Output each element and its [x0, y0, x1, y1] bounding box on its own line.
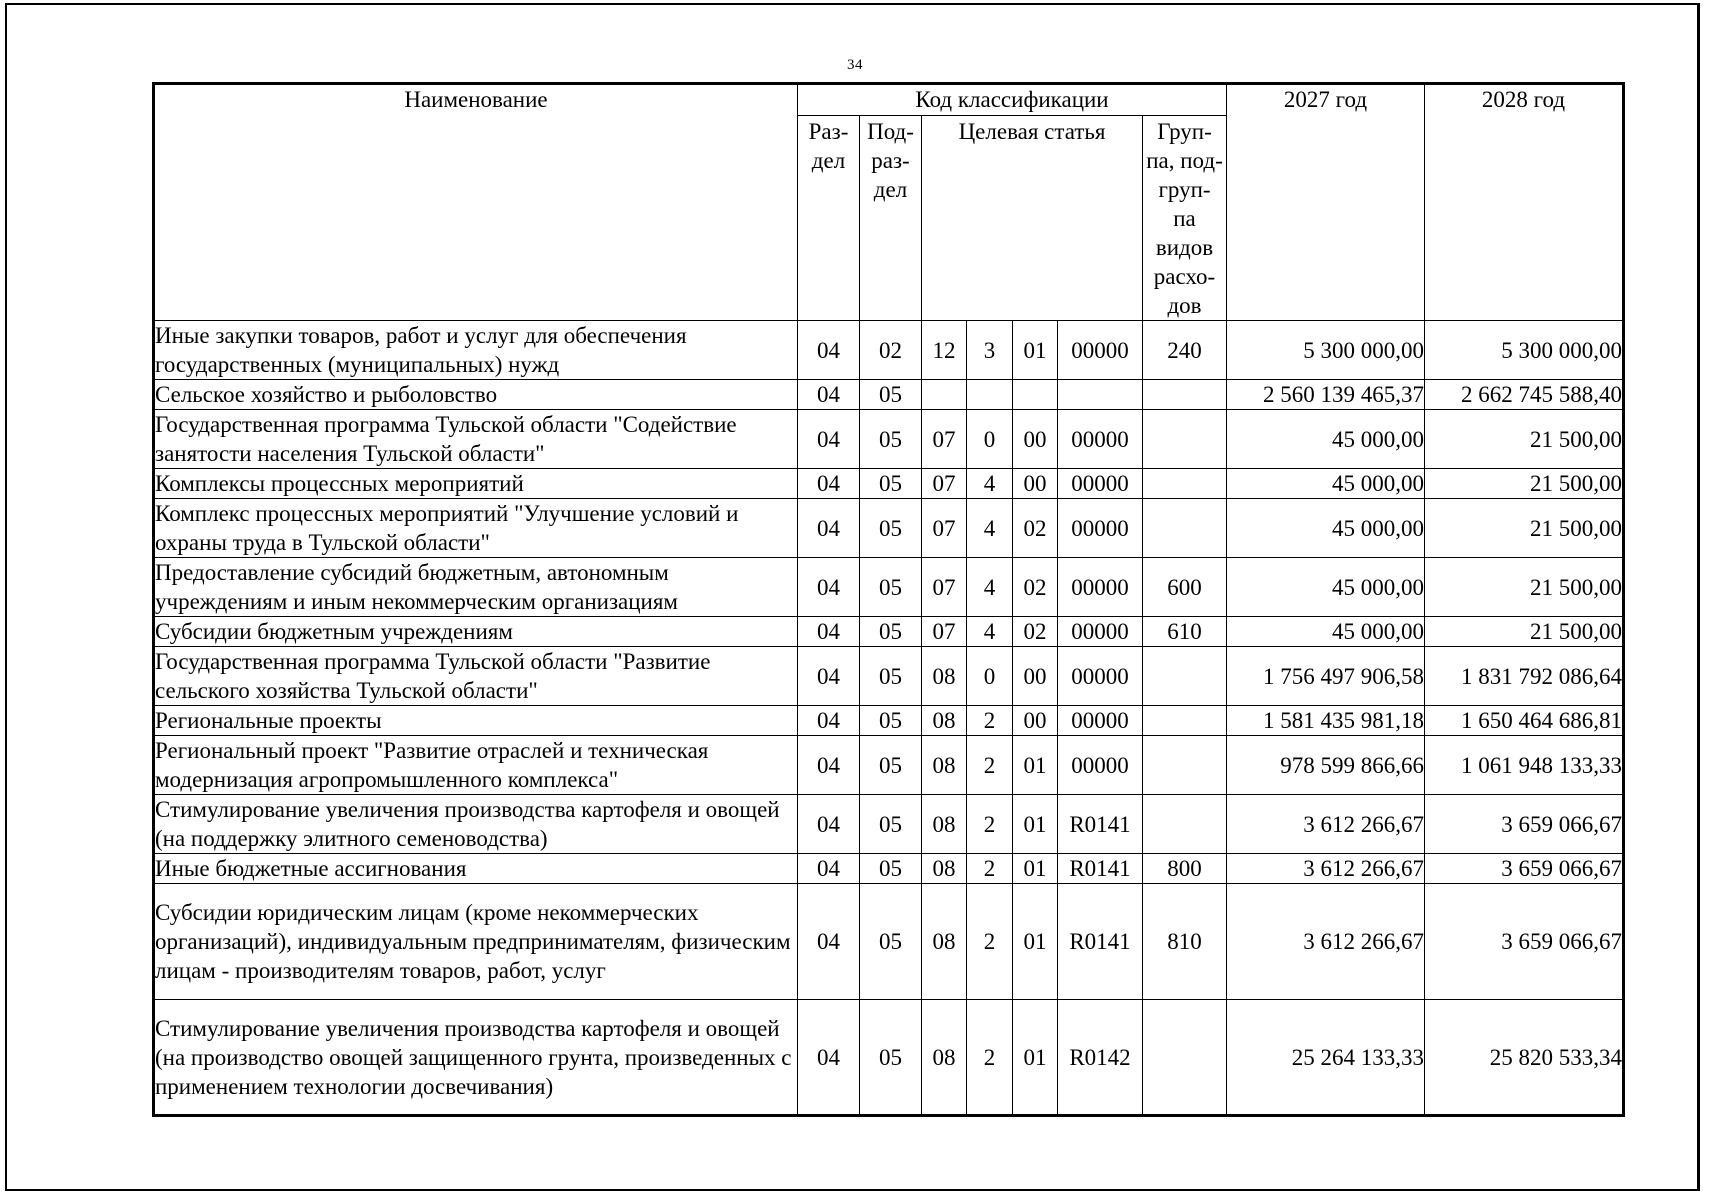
- row-target-direction: R0141: [1058, 884, 1143, 1000]
- row-expense-group: [1143, 469, 1227, 499]
- row-razdel: 04: [798, 321, 860, 380]
- row-target-type: 4: [967, 558, 1013, 617]
- row-target-program: 08: [922, 854, 967, 884]
- row-podrazdel: 05: [860, 410, 922, 469]
- row-target-element: [1013, 380, 1058, 410]
- table-header: [154, 84, 1624, 321]
- row-podrazdel: 05: [860, 617, 922, 647]
- row-amount-2028: 21 500,00: [1425, 558, 1624, 617]
- row-expense-group: [1143, 795, 1227, 854]
- row-target-program: 07: [922, 617, 967, 647]
- row-expense-group: [1143, 1000, 1227, 1116]
- row-name: Стимулирование увеличения производства картофеля и овощей (на производство овощей защищенного грунта, произведенных с применением технологии досвечивания): [154, 1000, 798, 1116]
- table-row: [154, 499, 1624, 558]
- row-target-element: 00: [1013, 469, 1058, 499]
- row-target-program: [922, 380, 967, 410]
- row-target-type: 4: [967, 469, 1013, 499]
- row-target-type: 2: [967, 1000, 1013, 1116]
- row-razdel: 04: [798, 410, 860, 469]
- table-row: [154, 469, 1624, 499]
- row-name: Региональные проекты: [154, 706, 798, 736]
- row-name: Иные бюджетные ассигнования: [154, 854, 798, 884]
- header-podrazdel: Под- раз- дел: [860, 116, 922, 321]
- row-amount-2027: 1 756 497 906,58: [1227, 647, 1425, 706]
- row-expense-group: [1143, 706, 1227, 736]
- row-razdel: 04: [798, 854, 860, 884]
- row-amount-2027: 45 000,00: [1227, 410, 1425, 469]
- row-target-element: 01: [1013, 795, 1058, 854]
- row-razdel: 04: [798, 795, 860, 854]
- row-target-element: 02: [1013, 558, 1058, 617]
- row-target-direction: [1058, 380, 1143, 410]
- row-expense-group: [1143, 410, 1227, 469]
- row-podrazdel: 05: [860, 795, 922, 854]
- row-target-direction: 00000: [1058, 499, 1143, 558]
- row-amount-2027: 45 000,00: [1227, 499, 1425, 558]
- row-target-direction: 00000: [1058, 647, 1143, 706]
- row-target-element: 00: [1013, 706, 1058, 736]
- row-target-program: 08: [922, 795, 967, 854]
- row-amount-2027: 2 560 139 465,37: [1227, 380, 1425, 410]
- row-amount-2027: 45 000,00: [1227, 558, 1425, 617]
- row-amount-2028: 21 500,00: [1425, 617, 1624, 647]
- header-target-article: Целевая статья: [922, 116, 1143, 321]
- row-expense-group: 810: [1143, 884, 1227, 1000]
- row-podrazdel: 05: [860, 706, 922, 736]
- row-amount-2028: 3 659 066,67: [1425, 884, 1624, 1000]
- row-target-type: 4: [967, 499, 1013, 558]
- row-amount-2028: 3 659 066,67: [1425, 795, 1624, 854]
- row-podrazdel: 05: [860, 736, 922, 795]
- row-expense-group: [1143, 499, 1227, 558]
- row-amount-2027: 45 000,00: [1227, 469, 1425, 499]
- row-target-type: 4: [967, 617, 1013, 647]
- row-razdel: 04: [798, 647, 860, 706]
- row-target-program: 08: [922, 706, 967, 736]
- row-target-element: 00: [1013, 647, 1058, 706]
- row-podrazdel: 05: [860, 558, 922, 617]
- row-target-type: 0: [967, 647, 1013, 706]
- row-target-element: 02: [1013, 617, 1058, 647]
- row-amount-2028: 1 831 792 086,64: [1425, 647, 1624, 706]
- row-target-program: 08: [922, 1000, 967, 1116]
- row-amount-2028: 1 650 464 686,81: [1425, 706, 1624, 736]
- table-row: [154, 410, 1624, 469]
- row-target-program: 07: [922, 410, 967, 469]
- row-target-program: 07: [922, 469, 967, 499]
- row-target-element: 02: [1013, 499, 1058, 558]
- table-row: [154, 647, 1624, 706]
- row-target-direction: 00000: [1058, 617, 1143, 647]
- row-target-element: 01: [1013, 736, 1058, 795]
- row-target-direction: R0142: [1058, 1000, 1143, 1116]
- row-razdel: 04: [798, 884, 860, 1000]
- row-target-program: 08: [922, 647, 967, 706]
- row-target-direction: 00000: [1058, 469, 1143, 499]
- row-amount-2028: 3 659 066,67: [1425, 854, 1624, 884]
- table-row: [154, 321, 1624, 380]
- row-expense-group: [1143, 647, 1227, 706]
- row-target-element: 01: [1013, 884, 1058, 1000]
- row-amount-2027: 1 581 435 981,18: [1227, 706, 1425, 736]
- table-row: [154, 736, 1624, 795]
- table-row: [154, 854, 1624, 884]
- row-name: Региональный проект "Развитие отраслей и техническая модернизация агропромышленного комплекса": [154, 736, 798, 795]
- row-amount-2027: 978 599 866,66: [1227, 736, 1425, 795]
- row-name: Предоставление субсидий бюджетным, автономным учреждениям и иным некоммерческим организациям: [154, 558, 798, 617]
- row-amount-2028: 21 500,00: [1425, 499, 1624, 558]
- row-expense-group: 610: [1143, 617, 1227, 647]
- row-expense-group: [1143, 736, 1227, 795]
- header-name: Наименование: [154, 84, 798, 321]
- row-podrazdel: 05: [860, 499, 922, 558]
- row-podrazdel: 05: [860, 854, 922, 884]
- row-expense-group: 600: [1143, 558, 1227, 617]
- row-amount-2027: 3 612 266,67: [1227, 884, 1425, 1000]
- row-name: Комплекс процессных мероприятий "Улучшение условий и охраны труда в Тульской области": [154, 499, 798, 558]
- row-target-program: 12: [922, 321, 967, 380]
- row-amount-2027: 3 612 266,67: [1227, 795, 1425, 854]
- row-target-program: 08: [922, 736, 967, 795]
- row-razdel: 04: [798, 469, 860, 499]
- row-target-direction: 00000: [1058, 321, 1143, 380]
- table-row: [154, 380, 1624, 410]
- header-year-2028: 2028 год: [1425, 84, 1624, 321]
- table-row: [154, 795, 1624, 854]
- header-expense-group: Груп- па, под- груп- па видов расхо- дов: [1143, 116, 1227, 321]
- row-podrazdel: 05: [860, 380, 922, 410]
- table-row: [154, 1000, 1624, 1116]
- row-podrazdel: 02: [860, 321, 922, 380]
- row-target-direction: R0141: [1058, 795, 1143, 854]
- header-razdel: Раз- дел: [798, 116, 860, 321]
- row-target-type: [967, 380, 1013, 410]
- row-razdel: 04: [798, 558, 860, 617]
- row-target-type: 3: [967, 321, 1013, 380]
- row-razdel: 04: [798, 499, 860, 558]
- row-razdel: 04: [798, 706, 860, 736]
- row-target-type: 2: [967, 706, 1013, 736]
- row-name: Иные закупки товаров, работ и услуг для обеспечения государственных (муниципальных) нужд: [154, 321, 798, 380]
- row-target-direction: 00000: [1058, 706, 1143, 736]
- row-target-direction: R0141: [1058, 854, 1143, 884]
- header-classification: Код классификации: [798, 84, 1227, 116]
- page-number: 34: [847, 57, 863, 73]
- row-amount-2027: 25 264 133,33: [1227, 1000, 1425, 1116]
- row-target-type: 2: [967, 884, 1013, 1000]
- row-target-type: 2: [967, 795, 1013, 854]
- row-amount-2028: 21 500,00: [1425, 410, 1624, 469]
- row-name: Сельское хозяйство и рыболовство: [154, 380, 798, 410]
- row-amount-2027: 45 000,00: [1227, 617, 1425, 647]
- row-target-type: 2: [967, 854, 1013, 884]
- header-year-2027: 2027 год: [1227, 84, 1425, 321]
- budget-table: [152, 82, 1625, 1117]
- row-amount-2027: 3 612 266,67: [1227, 854, 1425, 884]
- row-name: Государственная программа Тульской области "Развитие сельского хозяйства Тульской области": [154, 647, 798, 706]
- row-expense-group: 240: [1143, 321, 1227, 380]
- table-row: [154, 558, 1624, 617]
- row-target-element: 01: [1013, 321, 1058, 380]
- table-row: [154, 617, 1624, 647]
- row-amount-2028: 21 500,00: [1425, 469, 1624, 499]
- row-podrazdel: 05: [860, 647, 922, 706]
- row-razdel: 04: [798, 617, 860, 647]
- row-target-element: 00: [1013, 410, 1058, 469]
- row-razdel: 04: [798, 736, 860, 795]
- row-target-type: 2: [967, 736, 1013, 795]
- row-target-direction: 00000: [1058, 736, 1143, 795]
- row-name: Субсидии юридическим лицам (кроме некоммерческих организаций), индивидуальным предпринимателям, физическим лицам - производителям товаров, работ, услуг: [154, 884, 798, 1000]
- row-amount-2027: 5 300 000,00: [1227, 321, 1425, 380]
- row-target-direction: 00000: [1058, 410, 1143, 469]
- row-target-direction: 00000: [1058, 558, 1143, 617]
- row-amount-2028: 5 300 000,00: [1425, 321, 1624, 380]
- row-amount-2028: 2 662 745 588,40: [1425, 380, 1624, 410]
- row-razdel: 04: [798, 1000, 860, 1116]
- row-podrazdel: 05: [860, 1000, 922, 1116]
- row-amount-2028: 1 061 948 133,33: [1425, 736, 1624, 795]
- row-expense-group: [1143, 380, 1227, 410]
- row-podrazdel: 05: [860, 469, 922, 499]
- table-row: [154, 706, 1624, 736]
- row-target-element: 01: [1013, 854, 1058, 884]
- row-amount-2028: 25 820 533,34: [1425, 1000, 1624, 1116]
- row-name: Субсидии бюджетным учреждениям: [154, 617, 798, 647]
- table-body: [154, 321, 1624, 1116]
- row-target-type: 0: [967, 410, 1013, 469]
- row-name: Стимулирование увеличения производства картофеля и овощей (на поддержку элитного семеноводства): [154, 795, 798, 854]
- row-target-program: 07: [922, 499, 967, 558]
- row-podrazdel: 05: [860, 884, 922, 1000]
- row-name: Комплексы процессных мероприятий: [154, 469, 798, 499]
- row-target-program: 08: [922, 884, 967, 1000]
- row-razdel: 04: [798, 380, 860, 410]
- table-row: [154, 884, 1624, 1000]
- row-target-program: 07: [922, 558, 967, 617]
- row-name: Государственная программа Тульской области "Содействие занятости населения Тульской области": [154, 410, 798, 469]
- row-expense-group: 800: [1143, 854, 1227, 884]
- row-target-element: 01: [1013, 1000, 1058, 1116]
